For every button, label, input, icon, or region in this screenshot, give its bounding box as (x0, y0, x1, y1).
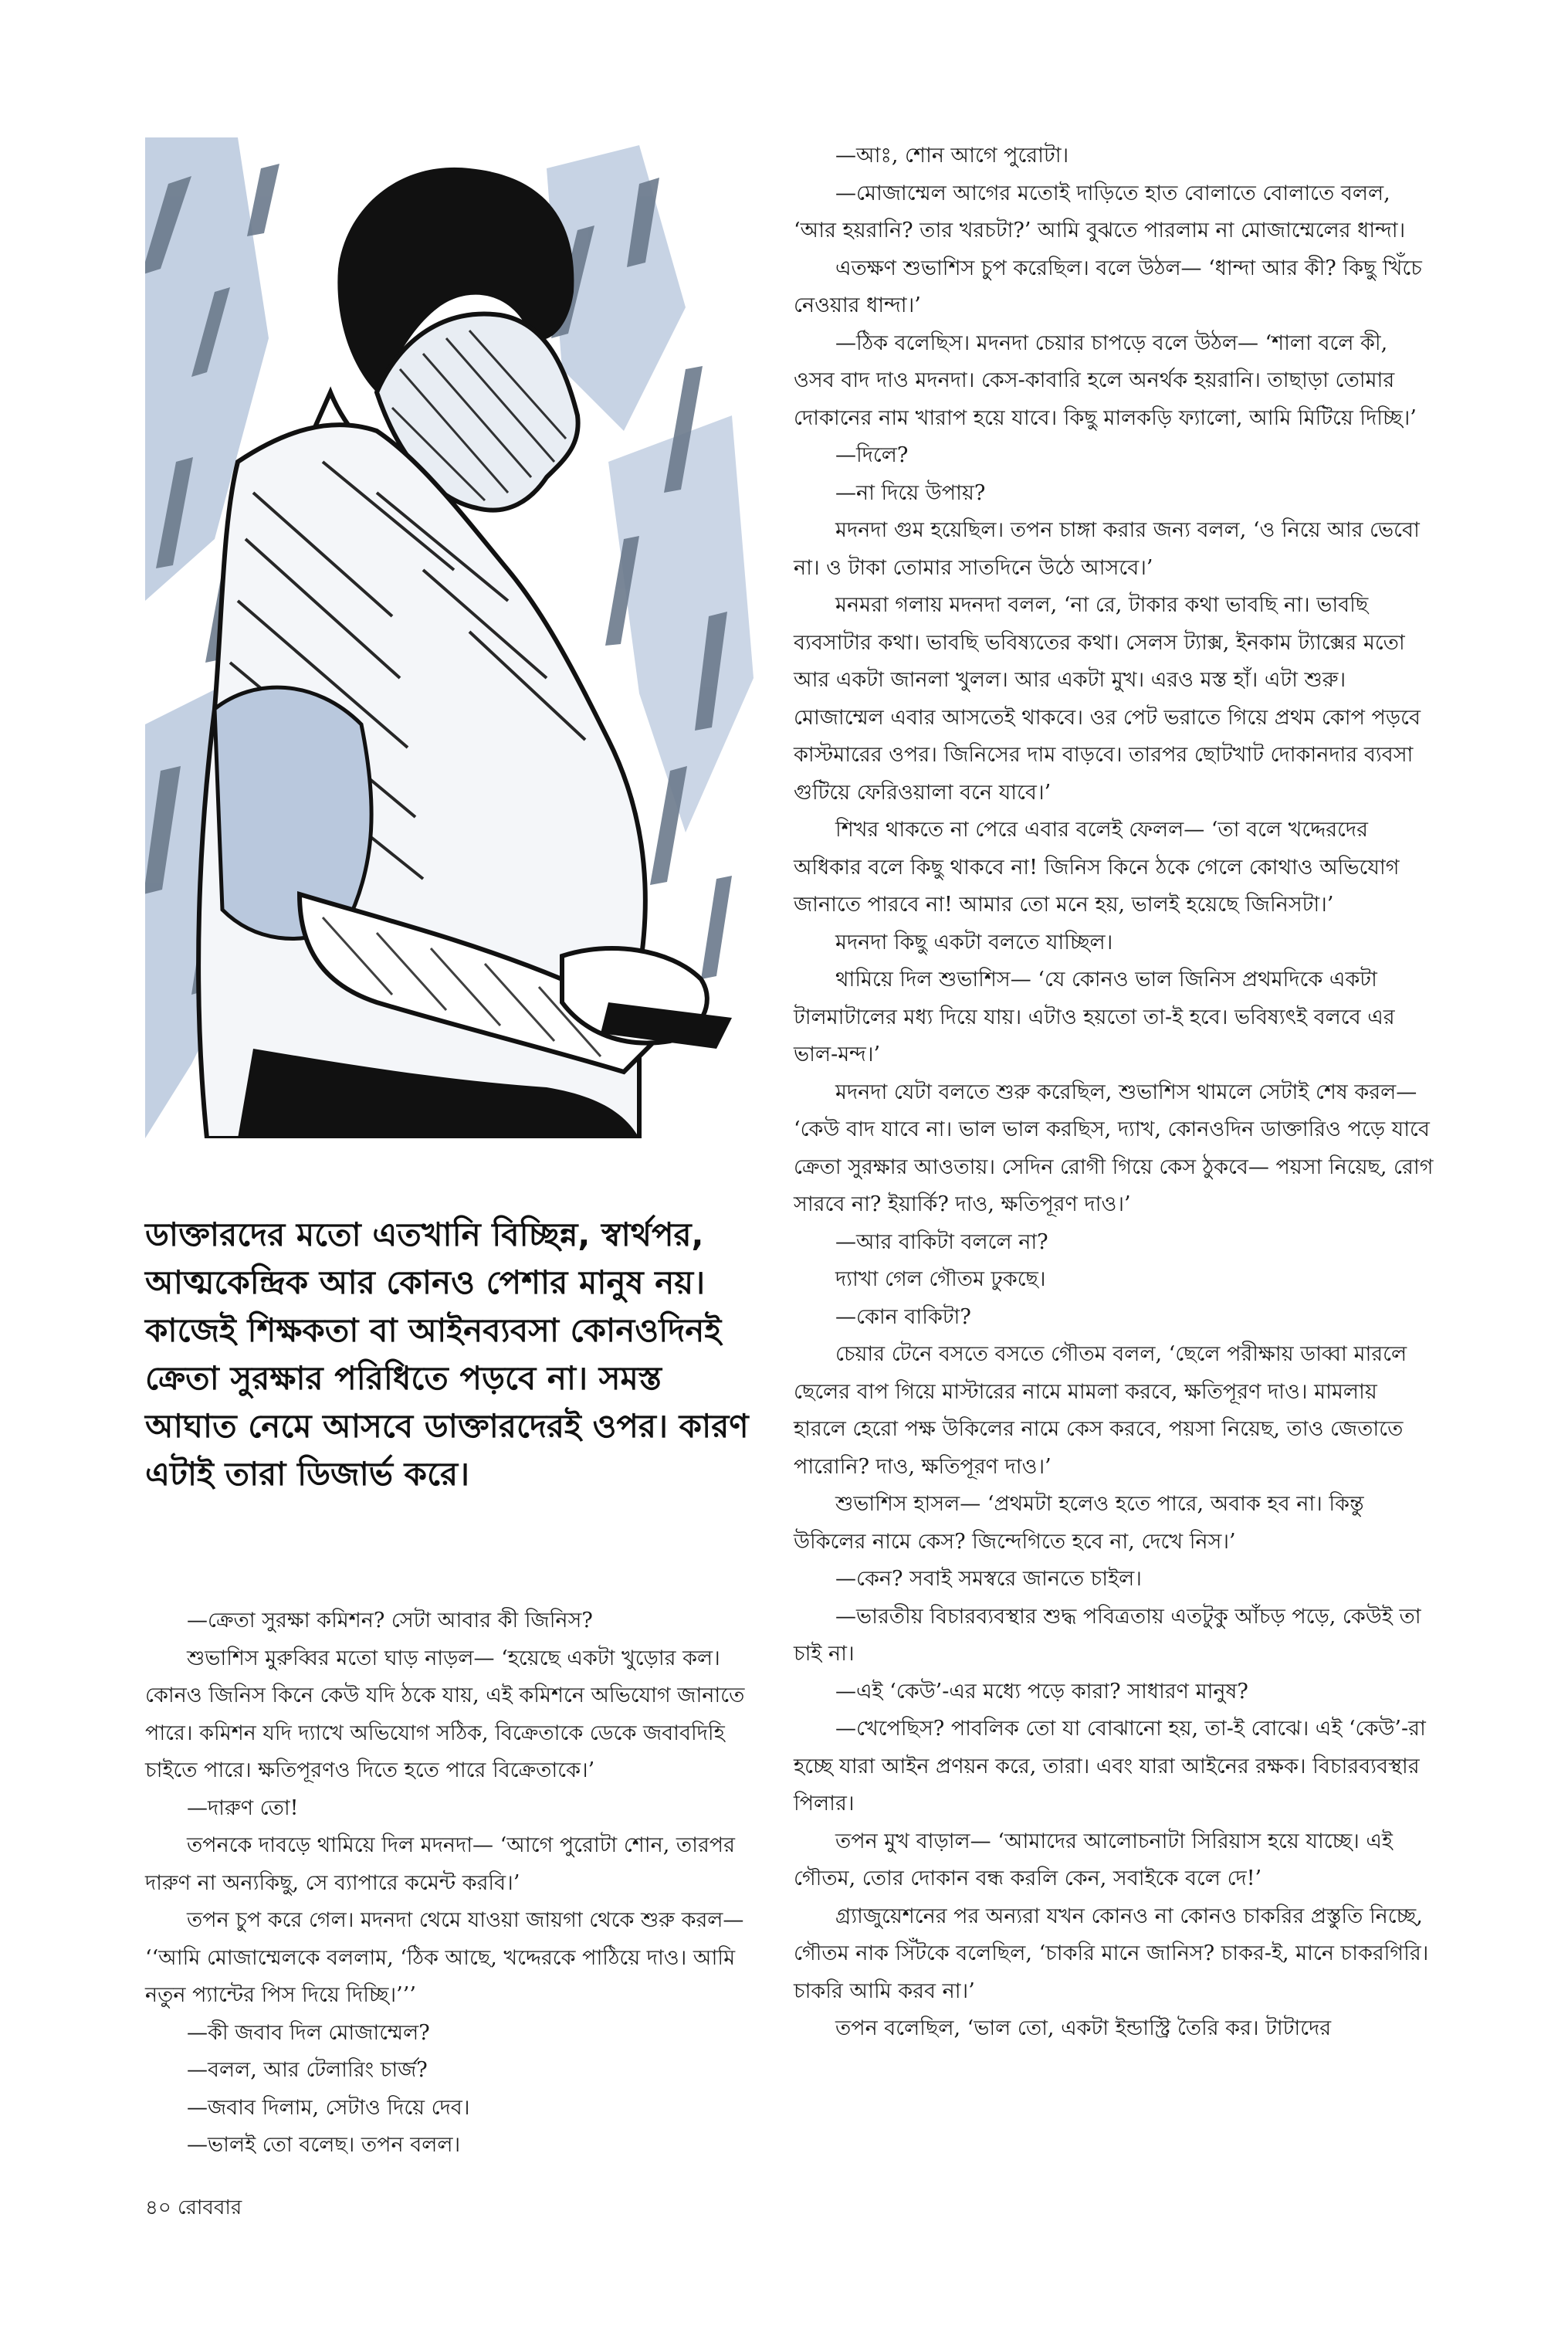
paragraph: তপন মুখ বাড়াল— ‘আমাদের আলোচনাটা সিরিয়াস হয়ে যাচ্ছে। এই গৌতম, তোর দোকান বন্ধ করলি কেন, সবাইকে বলে দে!’ (794, 1829, 1393, 1890)
page-footer: ৪০ রোববার (145, 2196, 242, 2219)
paragraph: —দিলে? (835, 443, 909, 467)
paragraph: মদনদা গুম হয়েছিল। তপন চাঙ্গা করার জন্য বলল, ‘ও নিয়ে আর ভেবো না। ও টাকা তোমার সাতদিনে উঠে আসবে।’ (794, 518, 1420, 580)
paragraph: —ভালই তো বলেছ। তপন বলল। (187, 2133, 461, 2157)
paragraph: তপনকে দাবড়ে থামিয়ে দিল মদনদা— ‘আগে পুরোটা শোন, তারপর দারুণ না অন্যকিছু, সে ব্যাপারে কমেন্ট করবি।’ (145, 1833, 735, 1895)
paragraph: —বলল, আর টেলারিং চার্জ? (187, 2058, 428, 2082)
paragraph: —কোন বাকিটা? (835, 1304, 971, 1329)
paragraph: চেয়ার টেনে বসতে বসতে গৌতম বলল, ‘ছেলে পরীক্ষায় ডাব্বা মারলে ছেলের বাপ গিয়ে মাস্টারের নামে মামলা করবে, ক্ষতিপূরণ দাও। মামলায় হারলে হেরো পক্ষ উকিলের নামে কেস করবে, পয়সা নিয়েছ, তাও জেতাতে পারোনি? দাও, ক্ষতিপূরণ দাও।’ (794, 1342, 1407, 1479)
left-column (145, 1602, 755, 2165)
paragraph: শিখর থাকতে না পেরে এবার বলেই ফেলল— ‘তা বলে খদ্দেরদের অধিকার বলে কিছু থাকবে না! জিনিস কিনে ঠকে গেলে কোথাও অভিযোগ জানাতে পারবে না! আমার তো মনে হয়, ভালই হয়েছে জিনিসটা।’ (794, 818, 1400, 917)
paragraph: —খেপেছিস? পাবলিক তো যা বোঝানো হয়, তা-ই বোঝে। এই ‘কেউ’-রা হচ্ছে যারা আইন প্রণয়ন করে, তারা। এবং যারা আইনের রক্ষক। বিচারব্যবস্থার পিলার। (794, 1717, 1426, 1816)
paragraph: —এই ‘কেউ’-এর মধ্যে পড়ে কারা? সাধারণ মানুষ? (835, 1679, 1248, 1704)
paragraph: —জবাব দিলাম, সেটাও দিয়ে দেব। (187, 2095, 470, 2120)
paragraph: —ঠিক বলেছিস। মদনদা চেয়ার চাপড়ে বলে উঠল— ‘শালা বলে কী, ওসব বাদ দাও মদনদা। কেস-কাবারি হলে অনর্থক হয়রানি। তাছাড়া তোমার দোকানের নাম খারাপ হয়ে যাবে। কিছু মালকড়ি ফ্যালো, আমি মিটিয়ে দিচ্ছি।’ (794, 331, 1417, 430)
man-reading-illustration (145, 137, 754, 1138)
paragraph: শুভাশিস মুরুব্বির মতো ঘাড় নাড়ল— ‘হয়েছে একটা খুড়োর কল। কোনও জিনিস কিনে কেউ যদি ঠকে যায়, এই কমিশনে অভিযোগ জানাতে পারে। কমিশন যদি দ্যাখে অভিযোগ সঠিক, বিক্রেতাকে ডেকে জবাবদিহি চাইতে পারে। ক্ষতিপূরণও দিতে হতে পারে বিক্রেতাকে।’ (145, 1646, 745, 1782)
paragraph: —মোজাম্মেল আগের মতোই দাড়িতে হাত বোলাতে বোলাতে বলল, ‘আর হয়রানি? তার খরচটা?’ আমি বুঝতে পারলাম না মোজাম্মেলের ধান্দা। (794, 181, 1406, 242)
paragraph: মনমরা গলায় মদনদা বলল, ‘না রে, টাকার কথা ভাবছি না। ভাবছি ব্যবসাটার কথা। ভাবছি ভবিষ্যতের কথা। সেলস ট্যাক্স, ইনকাম ট্যাক্সের মতো আর একটা জানলা খুলল। আর একটা মুখ। এরও মস্ত হাঁ। এটা শুরু। মোজাম্মেল এবার আসতেই থাকবে। ওর পেট ভরাতে গিয়ে প্রথম কোপ পড়বে কাস্টমারের ওপর। জিনিসের দাম বাড়বে। তারপর ছোটখাট দোকানদার ব্যবসা গুটিয়ে ফেরিওয়ালা বনে যাবে।’ (794, 593, 1421, 805)
paragraph: —না দিয়ে উপায়? (835, 480, 986, 505)
paragraph: দ্যাখা গেল গৌতম ঢুকছে। (835, 1267, 1046, 1291)
illustration (145, 137, 754, 1138)
paragraph: তপন চুপ করে গেল। মদনদা থেমে যাওয়া জায়গা থেকে শুরু করল— ‘‘আমি মোজাম্মেলকে বললাম, ‘ঠিক আছে, খদ্দেরকে পাঠিয়ে দাও। আমি নতুন প্যান্টের পিস দিয়ে দিচ্ছি।’’’ (145, 1908, 744, 2007)
paragraph: মদনদা কিছু একটা বলতে যাচ্ছিল। (835, 930, 1113, 954)
paragraph: —দারুণ তো! (187, 1795, 299, 1820)
pull-quote-text: ডাক্তারদের মতো এতখানি বিচ্ছিন্ন, স্বার্থপর, আত্মকেন্দ্রিক আর কোনও পেশার মানুষ নয়। কাজেই শিক্ষকতা বা আইনব্যবসা কোনওদিনই ক্রেতা সুরক্ষার পরিধিতে পড়বে না। সমস্ত আঘাত নেমে আসবে ডাক্তারদেরই ওপর। কারণ এটাই তারা ডিজার্ভ করে। (145, 1216, 749, 1493)
paragraph: —ভারতীয় বিচারব্যবস্থার শুদ্ধ পবিত্রতায় এতটুকু আঁচড় পড়ে, কেউই তা চাই না। (794, 1604, 1421, 1666)
paragraph: তপন বলেছিল, ‘ভাল তো, একটা ইন্ডাস্ট্রি তৈরি কর। টাটাদের (835, 2016, 1332, 2040)
paragraph: —কী জবাব দিল মোজাম্মেল? (187, 2020, 430, 2045)
paragraph: —আর বাকিটা বললে না? (835, 1229, 1048, 1254)
paragraph: —ক্রেতা সুরক্ষা কমিশন? সেটা আবার কী জিনিস? (187, 1609, 593, 1633)
right-column (794, 137, 1434, 2048)
pull-quote (145, 1211, 763, 1498)
paragraph: শুভাশিস হাসল— ‘প্রথমটা হলেও হতে পারে, অবাক হব না। কিন্তু উকিলের নামে কেস? জিন্দেগিতে হবে না, দেখে নিস।’ (794, 1492, 1364, 1554)
paragraph: এতক্ষণ শুভাশিস চুপ করেছিল। বলে উঠল— ‘ধান্দা আর কী? কিছু খিঁচে নেওয়ার ধান্দা।’ (794, 256, 1422, 317)
paragraph: —আঃ, শোন আগে পুরোটা। (835, 144, 1069, 168)
paragraph: —কেন? সবাই সমস্বরে জানতে চাইল। (835, 1567, 1142, 1591)
paragraph: গ্র্যাজুয়েশনের পর অন্যরা যখন কোনও না কোনও চাকরির প্রস্তুতি নিচ্ছে, গৌতম নাক সিঁটকে বলেছিল, ‘চাকরি মানে জানিস? চাকর-ই, মানে চাকরগিরি। চাকরি আমি করব না।’ (794, 1904, 1429, 2003)
paragraph: থামিয়ে দিল শুভাশিস— ‘যে কোনও ভাল জিনিস প্রথমদিকে একটা টালমাটালের মধ্য দিয়ে যায়। এটাও হয়তো তা-ই হবে। ভবিষ্যৎই বলবে এর ভাল-মন্দ।’ (794, 968, 1395, 1066)
paragraph: মদনদা যেটা বলতে শুরু করেছিল, শুভাশিস থামলে সেটাই শেষ করল— ‘কেউ বাদ যাবে না। ভাল ভাল করছিস, দ্যাখ, কোনওদিন ডাক্তারিও পড়ে যাবে ক্রেতা সুরক্ষার আওতায়। সেদিন রোগী গিয়ে কেস ঠুকবে— পয়সা নিয়েছ, রোগ সারবে না? ইয়ার্কি? দাও, ক্ষতিপূরণ দাও।’ (794, 1080, 1434, 1216)
